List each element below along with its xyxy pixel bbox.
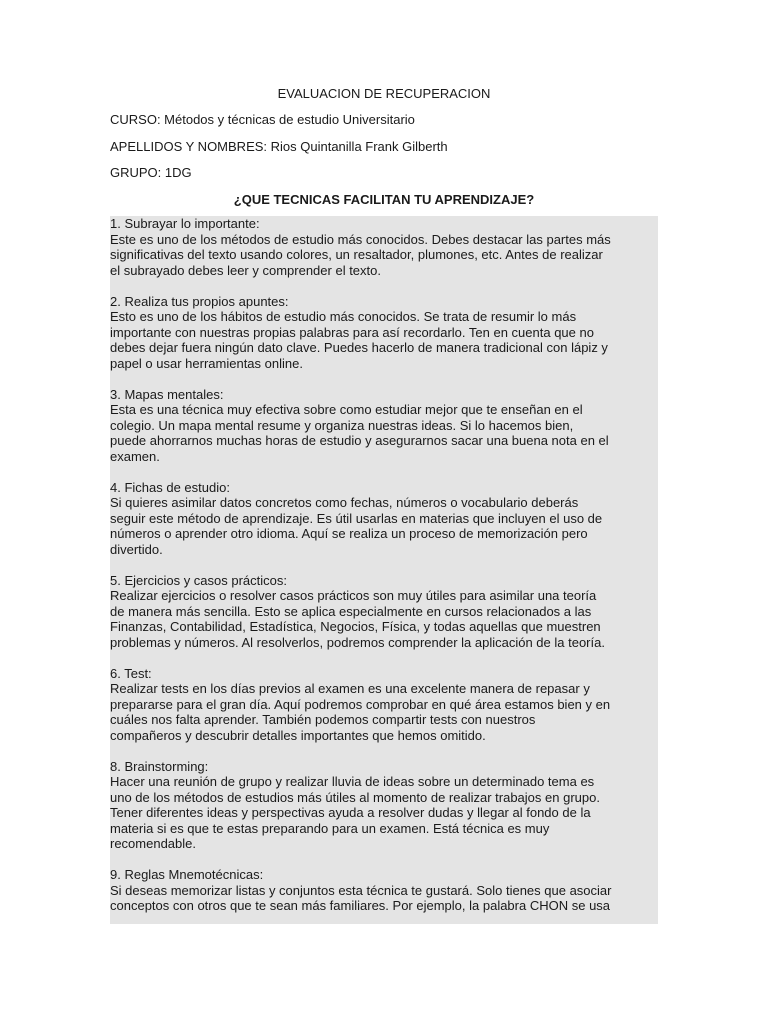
technique-text-line: significativas del texto usando colores, un resaltador, plumones, etc. Antes de realizar: [110, 247, 603, 262]
technique-text-line: Si deseas memorizar listas y conjuntos esta técnica te gustará. Solo tienes que asociar: [110, 882, 612, 898]
technique-item: [110, 573, 658, 651]
technique-text-line: números o aprender otro idioma. Aquí se realiza un proceso de memorización pero: [110, 526, 588, 541]
technique-text-line: divertido.: [110, 541, 163, 557]
technique-text-line: examen.: [110, 448, 160, 464]
techniques-content-box: [110, 216, 658, 924]
technique-text-line: recomendable.: [110, 836, 196, 851]
technique-text-line: Hacer una reunión de grupo y realizar lluvia de ideas sobre un determinado tema es: [110, 774, 595, 789]
technique-heading: 2. Realiza tus propios apuntes:: [110, 293, 289, 309]
technique-text-line: puede ahorrarnos muchas horas de estudio y asegurarnos sacar una buena nota en el: [110, 433, 609, 448]
technique-item: [110, 759, 658, 852]
technique-item: [110, 867, 658, 914]
technique-heading: 5. Ejercicios y casos prácticos:: [110, 572, 288, 588]
technique-text-line: Realizar tests en los días previos al examen es una excelente manera de repasar y: [110, 681, 590, 696]
technique-text-line: Tener diferentes ideas y perspectivas ayuda a resolver dudas y llegar al fondo de la: [110, 805, 591, 820]
technique-heading: 3. Mapas mentales:: [110, 386, 224, 402]
technique-heading: 9. Reglas Mnemotécnicas:: [110, 867, 264, 882]
technique-text-line: colegio. Un mapa mental resume y organiza nuestras ideas. Si lo hacemos bien,: [110, 417, 574, 433]
technique-text-line: prepararse para el gran día. Aquí podremos comprobar en qué área estamos bien y en: [110, 696, 611, 712]
group-line: GRUPO: 1DG: [110, 165, 192, 180]
technique-item: [110, 480, 658, 558]
technique-text-line: conceptos con otros que te sean más familiares. Por ejemplo, la palabra CHON se usa: [110, 898, 611, 913]
technique-heading: 1. Subrayar lo importante:: [110, 216, 260, 231]
technique-text-line: uno de los métodos de estudios más útiles al momento de realizar trabajos en grupo.: [110, 789, 600, 805]
technique-text-line: problemas y números. Al resolverlos, podremos comprender la aplicación de la teoría.: [110, 634, 605, 650]
technique-text-line: papel o usar herramientas online.: [110, 355, 303, 371]
technique-text-line: Si quieres asimilar datos concretos como fechas, números o vocabulario deberás: [110, 495, 579, 510]
technique-text-line: cuáles nos falta aprender. También podemos compartir tests con nuestros: [110, 712, 536, 727]
technique-text-line: Realizar ejercicios o resolver casos prácticos son muy útiles para asimilar una teoría: [110, 588, 597, 603]
technique-text-line: materia si es que te estas preparando para un examen. Está técnica es muy: [110, 820, 550, 836]
document-title: EVALUACION DE RECUPERACION: [277, 86, 491, 101]
technique-heading: 6. Test:: [110, 665, 152, 681]
technique-text-line: Finanzas, Contabilidad, Estadística, Negocios, Física, y todas aquellas que muestren: [110, 619, 601, 634]
technique-text-line: compañeros y descubrir detalles importantes que hemos omitido.: [110, 727, 486, 743]
technique-text-line: de manera más sencilla. Esto se aplica especialmente en cursos relacionados a las: [110, 603, 592, 619]
question-heading: ¿QUE TECNICAS FACILITAN TU APRENDIZAJE?: [233, 192, 535, 207]
technique-text-line: Este es uno de los métodos de estudio más conocidos. Debes destacar las partes más: [110, 231, 611, 247]
technique-text-line: importante con nuestras propias palabras para así recordarlo. Ten en cuenta que no: [110, 324, 594, 340]
technique-item: [110, 216, 658, 278]
technique-item: [110, 387, 658, 465]
technique-item: [110, 294, 658, 372]
technique-text-line: seguir este método de aprendizaje. Es útil usarlas en materias que incluyen el uso de: [110, 510, 603, 526]
student-name-line: APELLIDOS Y NOMBRES: Rios Quintanilla Frank Gilberth: [110, 139, 448, 154]
technique-item: [110, 666, 658, 744]
course-line: CURSO: Métodos y técnicas de estudio Universitario: [110, 112, 415, 127]
technique-text-line: Esto es uno de los hábitos de estudio más conocidos. Se trata de resumir lo más: [110, 309, 577, 324]
technique-heading: 4. Fichas de estudio:: [110, 479, 230, 495]
technique-heading: 8. Brainstorming:: [110, 758, 209, 774]
technique-text-line: Esta es una técnica muy efectiva sobre como estudiar mejor que te enseñan en el: [110, 402, 583, 417]
technique-text-line: el subrayado debes leer y comprender el texto.: [110, 262, 381, 278]
technique-text-line: debes dejar fuera ningún dato clave. Puedes hacerlo de manera tradicional con lápiz y: [110, 340, 608, 355]
